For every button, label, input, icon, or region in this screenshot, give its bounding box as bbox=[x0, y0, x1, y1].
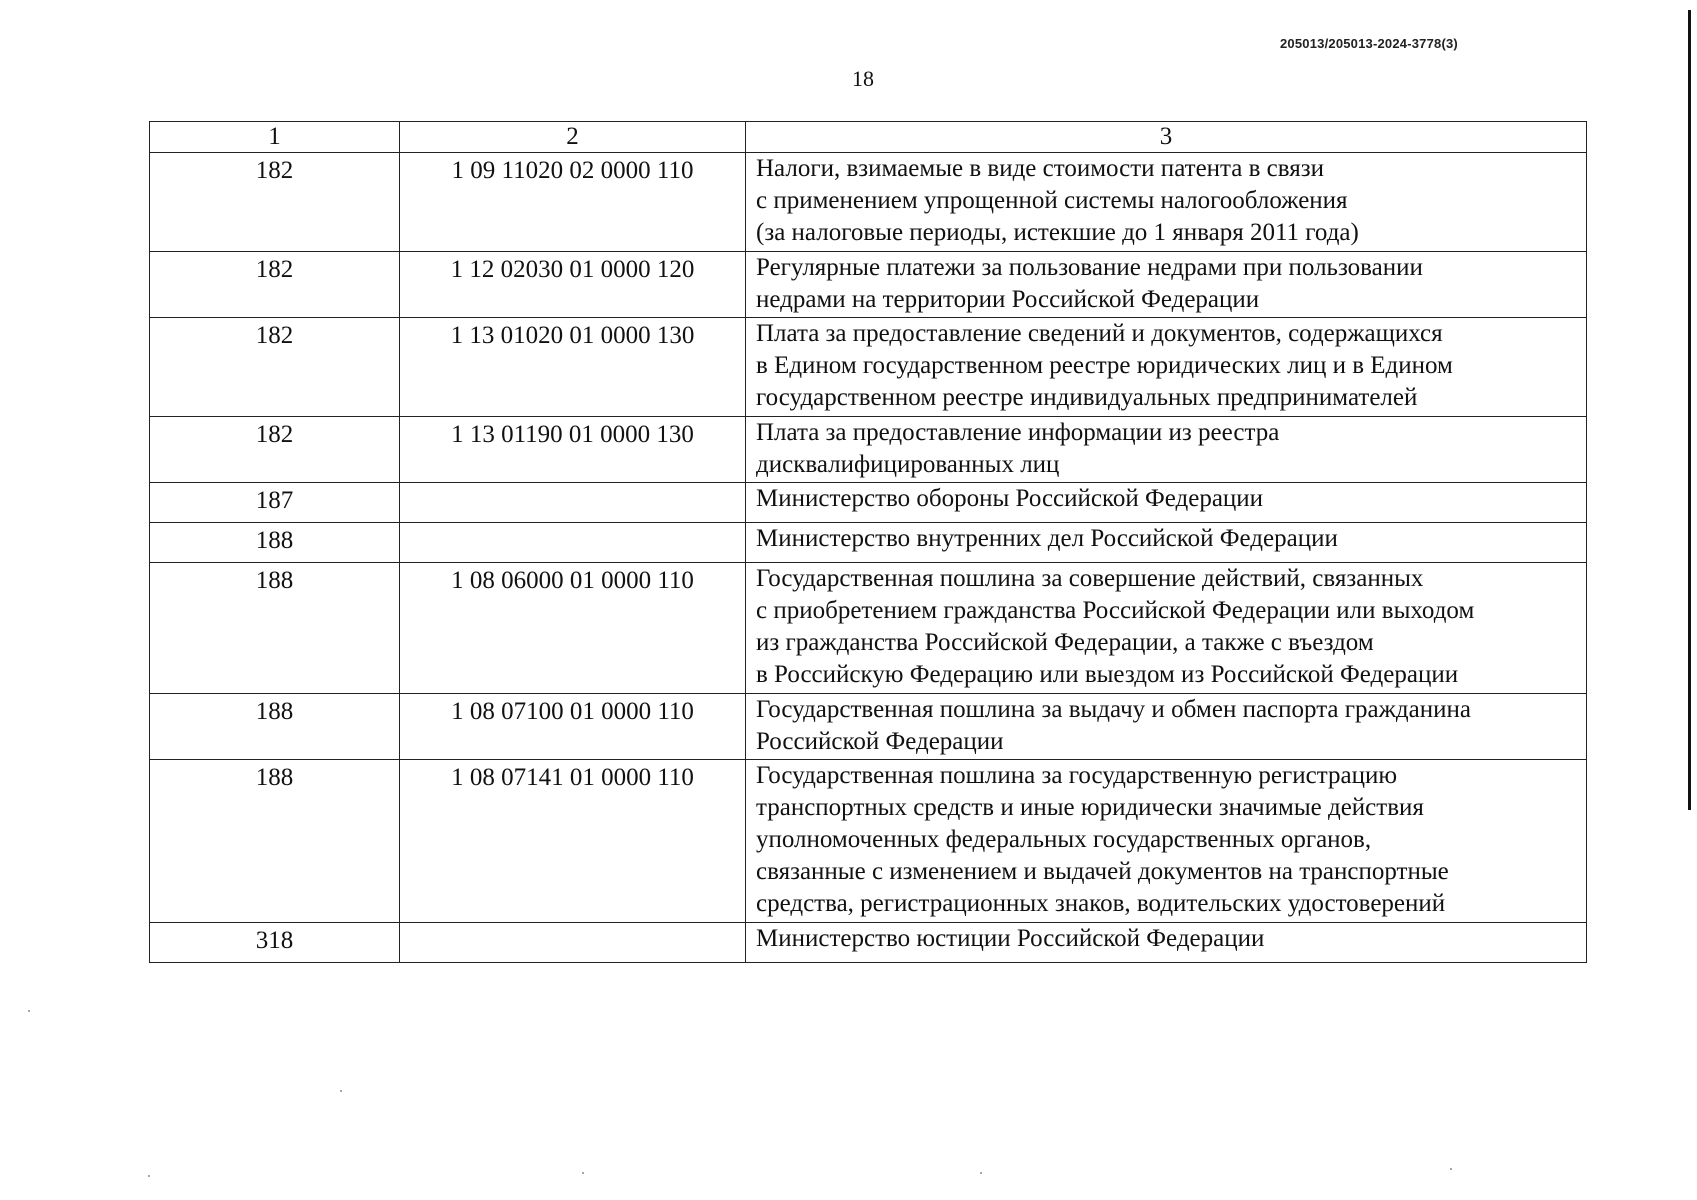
table-row bbox=[150, 760, 1587, 923]
revenue-name-cell bbox=[746, 483, 1587, 523]
budget-classification-code-cell: 1 08 06000 01 0000 110 bbox=[400, 563, 746, 694]
page-number: 18 bbox=[852, 66, 874, 91]
revenue-name-line: в Российскую Федерацию или выездом из Российской Федерации bbox=[756, 661, 1459, 688]
revenue-name-cell bbox=[746, 252, 1587, 318]
revenue-name-line: Регулярные платежи за пользование недрами при пользовании bbox=[756, 254, 1423, 281]
revenue-name-cell bbox=[746, 153, 1587, 252]
revenue-name-line: недрами на территории Российской Федерации bbox=[756, 286, 1260, 313]
budget-classification-code-cell: 1 09 11020 02 0000 110 bbox=[400, 153, 746, 252]
revenue-name-line: дисквалифицированных лиц bbox=[756, 451, 1060, 478]
document-id: 205013/205013-2024-3778(3) bbox=[1280, 36, 1458, 51]
table-row bbox=[150, 318, 1587, 417]
revenue-name-line: Министерство внутренних дел Российской Федерации bbox=[756, 525, 1338, 552]
chapter-code-cell: 188 bbox=[150, 694, 400, 760]
revenue-name-line: Министерство юстиции Российской Федерации bbox=[756, 925, 1265, 952]
revenue-name-cell bbox=[746, 760, 1587, 923]
scan-edge-mark bbox=[1688, 10, 1691, 810]
revenue-name-line: Государственная пошлина за совершение действий, связанных bbox=[756, 565, 1424, 592]
chapter-code-cell: 182 bbox=[150, 153, 400, 252]
chapter-code-cell: 187 bbox=[150, 483, 400, 523]
chapter-code-cell: 182 bbox=[150, 252, 400, 318]
scan-speck bbox=[148, 1175, 150, 1177]
revenue-name-line: транспортных средств и иные юридически значимые действия bbox=[756, 794, 1424, 821]
header-cell-2: 2 bbox=[400, 122, 746, 153]
budget-classification-code-cell bbox=[400, 483, 746, 523]
revenue-name-line: в Едином государственном реестре юридических лиц и в Едином bbox=[756, 352, 1453, 379]
revenue-name-line: (за налоговые периоды, истекшие до 1 января 2011 года) bbox=[756, 219, 1359, 246]
revenue-name-line: средства, регистрационных знаков, водительских удостоверений bbox=[756, 890, 1446, 917]
chapter-code-cell: 182 bbox=[150, 318, 400, 417]
chapter-code-cell: 182 bbox=[150, 417, 400, 483]
revenue-name-cell bbox=[746, 694, 1587, 760]
table-row bbox=[150, 252, 1587, 318]
revenue-name-cell bbox=[746, 523, 1587, 563]
table-row bbox=[150, 563, 1587, 694]
revenue-name-line: Государственная пошлина за государственную регистрацию bbox=[756, 762, 1398, 789]
revenue-name-line: из гражданства Российской Федерации, а также с въездом bbox=[756, 629, 1374, 656]
budget-classification-code-cell bbox=[400, 923, 746, 963]
revenue-name-line: Государственная пошлина за выдачу и обмен паспорта гражданина bbox=[756, 696, 1471, 723]
scan-speck bbox=[582, 1172, 584, 1174]
budget-codes-table bbox=[149, 121, 1587, 963]
table-row bbox=[150, 923, 1587, 963]
revenue-name-line: Налоги, взимаемые в виде стоимости патента в связи bbox=[756, 155, 1324, 182]
revenue-name-cell bbox=[746, 417, 1587, 483]
budget-classification-code-cell: 1 13 01190 01 0000 130 bbox=[400, 417, 746, 483]
revenue-name-cell bbox=[746, 563, 1587, 694]
revenue-name-line: Плата за предоставление сведений и документов, содержащихся bbox=[756, 320, 1443, 347]
revenue-name-cell bbox=[746, 318, 1587, 417]
chapter-code-cell: 318 bbox=[150, 923, 400, 963]
budget-classification-code-cell: 1 08 07141 01 0000 110 bbox=[400, 760, 746, 923]
revenue-name-line: уполномоченных федеральных государственных органов, bbox=[756, 826, 1372, 853]
budget-classification-code-cell: 1 12 02030 01 0000 120 bbox=[400, 252, 746, 318]
table-row bbox=[150, 694, 1587, 760]
table-row bbox=[150, 483, 1587, 523]
chapter-code-cell: 188 bbox=[150, 760, 400, 923]
table-header-row bbox=[150, 122, 1587, 153]
scan-speck bbox=[28, 1010, 30, 1012]
revenue-name-cell bbox=[746, 923, 1587, 963]
revenue-name-line: с применением упрощенной системы налогообложения bbox=[756, 187, 1348, 214]
table-row bbox=[150, 523, 1587, 563]
table-body bbox=[150, 122, 1587, 963]
budget-classification-code-cell: 1 13 01020 01 0000 130 bbox=[400, 318, 746, 417]
revenue-name-line: государственном реестре индивидуальных предпринимателей bbox=[756, 384, 1418, 411]
revenue-name-line: связанные с изменением и выдачей документов на транспортные bbox=[756, 858, 1449, 885]
scan-speck bbox=[980, 1172, 982, 1174]
table-row bbox=[150, 417, 1587, 483]
scan-speck bbox=[340, 1090, 342, 1092]
revenue-name-line: Министерство обороны Российской Федерации bbox=[756, 485, 1264, 512]
revenue-name-line: с приобретением гражданства Российской Федерации или выходом bbox=[756, 597, 1475, 624]
header-cell-3: 3 bbox=[746, 122, 1587, 153]
scan-speck bbox=[1450, 1168, 1452, 1170]
header-cell-1: 1 bbox=[150, 122, 400, 153]
chapter-code-cell: 188 bbox=[150, 523, 400, 563]
chapter-code-cell: 188 bbox=[150, 563, 400, 694]
table-row bbox=[150, 153, 1587, 252]
budget-classification-code-cell: 1 08 07100 01 0000 110 bbox=[400, 694, 746, 760]
revenue-name-line: Российской Федерации bbox=[756, 728, 1004, 755]
budget-classification-code-cell bbox=[400, 523, 746, 563]
revenue-name-line: Плата за предоставление информации из реестра bbox=[756, 419, 1280, 446]
